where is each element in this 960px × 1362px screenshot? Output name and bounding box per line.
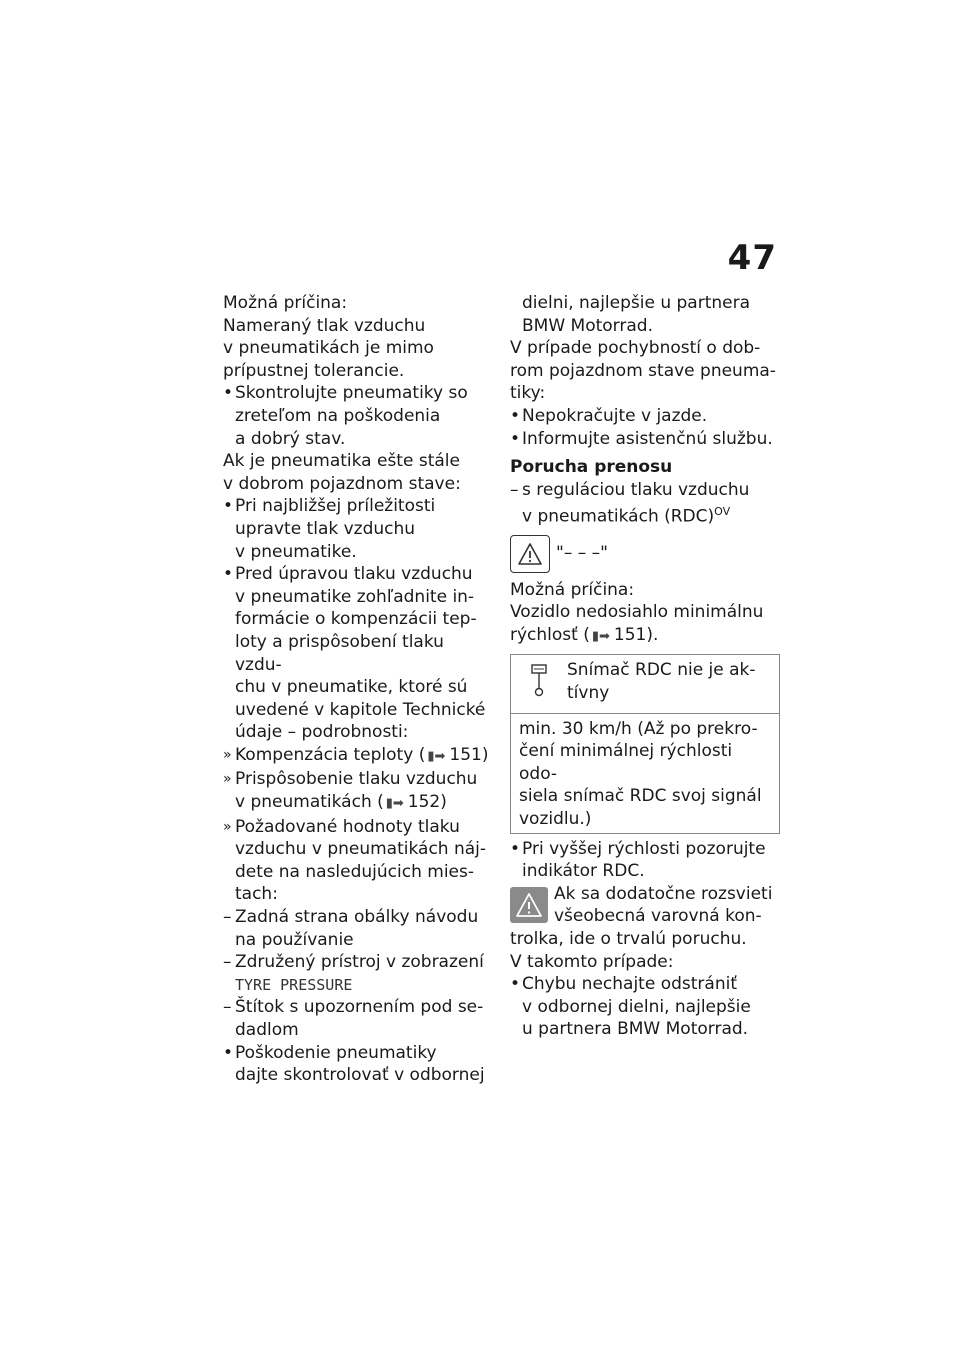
bullet-item-cont: chu v pneumatike, ktoré sú bbox=[235, 677, 468, 698]
paragraph-line: tiky: bbox=[510, 383, 546, 404]
bullet-item: • Poškodenie pneumatiky bbox=[223, 1042, 493, 1065]
cause-label: Možná príčina: bbox=[223, 293, 348, 313]
bullet-item: • Nepokračujte v jazde. bbox=[510, 405, 780, 428]
dash-item-cont: v pneumatikách (RDC)$^{OV}$ bbox=[522, 505, 731, 527]
dash-item-cont: na používanie bbox=[235, 929, 354, 950]
bullet-item: • Pred úpravou tlaku vzduchu bbox=[223, 563, 493, 586]
cause-line: Nameraný tlak vzduchu bbox=[223, 315, 426, 336]
cause-line: v pneumatikách je mimo bbox=[223, 338, 434, 359]
right-column bbox=[510, 292, 780, 1041]
cause-line: Vozidlo nedosiahlo minimálnu bbox=[510, 602, 764, 623]
bullet-item-cont: v pneumatike. bbox=[235, 541, 357, 562]
rdc-info-box bbox=[510, 654, 780, 833]
arrow-right-icon: ▮➡ bbox=[591, 628, 610, 644]
rdc-note-line: min. 30 km/h (Až po prekro- bbox=[519, 718, 758, 739]
paragraph-line: V takomto prípade: bbox=[510, 951, 674, 972]
reference-item-cont[interactable]: v pneumatikách ( ▮➡ 152) bbox=[235, 792, 447, 813]
bullet-item-cont: v odbornej dielni, najlepšie bbox=[522, 996, 751, 1017]
dash-item: – Štítok s upozornením pod se- bbox=[223, 996, 493, 1019]
paragraph-line: v dobrom pojazdnom stave: bbox=[223, 473, 461, 494]
dash-item: – Združený prístroj v zobrazení bbox=[223, 951, 493, 974]
dash-item: – Zadná strana obálky návodu bbox=[223, 906, 493, 929]
bullet-item-cont: zreteľom na poškodenia bbox=[235, 405, 441, 426]
warning-triangle-icon bbox=[510, 535, 550, 573]
note-line: všeobecná varovná kon- bbox=[554, 906, 762, 927]
rdc-note-line: vozidlu.) bbox=[519, 808, 592, 829]
note-line: Ak sa dodatočne rozsvieti bbox=[554, 883, 773, 904]
bullet-item-cont: uvedené v kapitole Technické bbox=[235, 699, 486, 720]
bullet-item-cont: indikátor RDC. bbox=[522, 861, 645, 882]
paragraph-line: rom pojazdnom stave pneuma- bbox=[510, 360, 776, 381]
bullet-item-cont: v pneumatike zohľadnite in- bbox=[235, 586, 475, 607]
bullet-item-cont: loty a prispôsobení tlaku vzdu- bbox=[235, 631, 444, 675]
note-line: trolka, ide o trvalú poruchu. bbox=[510, 928, 747, 949]
reference-item[interactable]: » Kompenzácia teploty ( ▮➡ 151) bbox=[223, 744, 493, 769]
rdc-note-line: siela snímač RDC svoj signál bbox=[519, 786, 762, 807]
bullet-item-cont: u partnera BMW Motorrad. bbox=[522, 1019, 749, 1040]
paragraph-line: Ak je pneumatika ešte stále bbox=[223, 451, 460, 472]
cause-line[interactable]: rýchlosť ( ▮➡ 151). bbox=[510, 624, 659, 645]
bullet-item: • Pri vyššej rýchlosti pozorujte bbox=[510, 838, 780, 861]
reference-item[interactable]: » Prispôsobenie tlaku vzduchu bbox=[223, 768, 493, 791]
rdc-status-line: Snímač RDC nie je ak- bbox=[567, 660, 756, 681]
dash-item-cont: dadlom bbox=[235, 1020, 299, 1040]
bullet-item-cont: upravte tlak vzduchu bbox=[235, 518, 416, 539]
reference-item-cont: tach: bbox=[235, 884, 278, 905]
section-heading: Porucha prenosu bbox=[510, 457, 673, 478]
reference-item: » Požadované hodnoty tlaku bbox=[223, 816, 493, 839]
rdc-note-line: čení minimálnej rýchlosti odo- bbox=[519, 741, 733, 784]
dash-item: – s reguláciou tlaku vzduchu bbox=[510, 479, 780, 502]
reference-item-cont: dete na nasledujúcich mies- bbox=[235, 861, 474, 882]
bullet-item: • Informujte asistenčnú službu. bbox=[510, 428, 780, 451]
general-warning-icon bbox=[510, 887, 548, 923]
bullet-item: • Skontrolujte pneumatiky so bbox=[223, 382, 493, 405]
cause-label: Možná príčina: bbox=[510, 579, 635, 600]
cause-line: prípustnej tolerancie. bbox=[223, 360, 405, 381]
bullet-item-cont: dielni, najlepšie u partnera bbox=[522, 293, 751, 313]
page-number: 47 bbox=[727, 238, 777, 278]
bullet-item-cont: dajte skontrolovať v odbornej bbox=[235, 1065, 485, 1086]
paragraph-line: V prípade pochybností o dob- bbox=[510, 338, 761, 359]
display-text-tyre-pressure: TYRE PRESSURE bbox=[235, 975, 353, 994]
bullet-item: • Chybu nechajte odstrániť bbox=[510, 973, 780, 996]
arrow-right-icon: ▮➡ bbox=[385, 796, 404, 812]
bullet-item: • Pri najbližšej príležitosti bbox=[223, 495, 493, 518]
rdc-sensor-icon bbox=[517, 659, 561, 704]
bullet-item-cont: formácie o kompenzácii tep- bbox=[235, 609, 477, 630]
rdc-status-line: tívny bbox=[567, 682, 610, 703]
bullet-item-cont: údaje – podrobnosti: bbox=[235, 722, 409, 743]
arrow-right-icon: ▮➡ bbox=[427, 748, 446, 764]
superscript-ov: OV bbox=[714, 505, 731, 519]
bullet-item-cont: a dobrý stav. bbox=[235, 428, 346, 449]
reference-item-cont: vzduchu v pneumatikách náj- bbox=[235, 839, 487, 860]
warning-display-row bbox=[510, 535, 780, 573]
display-placeholder: "– – –" bbox=[556, 543, 608, 564]
left-column bbox=[223, 292, 493, 1087]
bullet-item-cont: BMW Motorrad. bbox=[522, 315, 653, 336]
general-warning-note bbox=[510, 883, 780, 928]
